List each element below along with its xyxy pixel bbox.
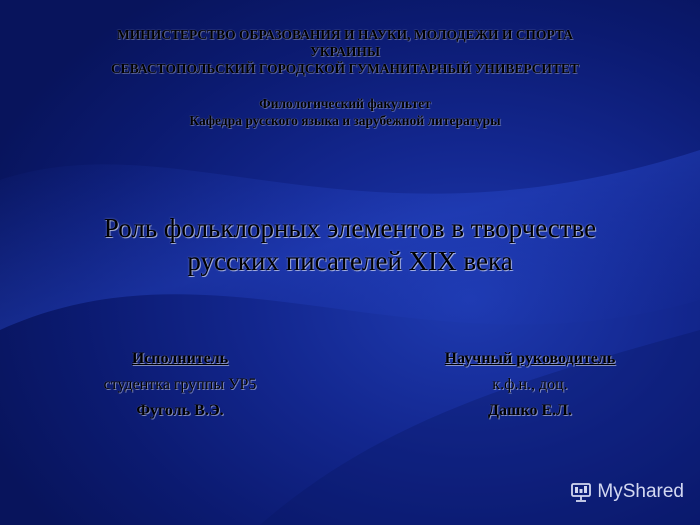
author-role: студентка группы УР5: [103, 376, 257, 393]
supervisor-name: Дашко Е.Л.: [487, 402, 573, 419]
site-watermark: [570, 481, 684, 503]
watermark-text: MyShared: [597, 481, 684, 502]
supervisor-degree: к.ф.н., доц.: [492, 376, 568, 393]
university-name: СЕВАСТОПОЛЬСКИЙ ГОРОДСКОЙ ГУМАНИТАРНЫЙ УНИВЕРСИТЕТ: [110, 61, 580, 76]
department-name: Кафедра русского языка и зарубежной литературы: [189, 113, 501, 128]
slide-title: [20, 212, 680, 278]
ministry-line-2: УКРАИНЫ: [309, 44, 381, 59]
author-block: [60, 346, 300, 424]
author-heading: Исполнитель: [131, 350, 229, 367]
header-spacer: [30, 77, 660, 95]
title-line-1: Роль фольклорных элементов в творчестве: [103, 213, 597, 243]
title-line-2: русских писателей XIX века: [187, 246, 513, 276]
faculty-name: Филологический факультет: [259, 96, 431, 111]
ministry-line-1: МИНИСТЕРСТВО ОБРАЗОВАНИЯ И НАУКИ, МОЛОДЕЖИ И СПОРТА: [116, 27, 574, 42]
author-name: Фуголь В.Э.: [136, 402, 224, 419]
presentation-board-icon: [570, 481, 592, 503]
supervisor-block: [400, 346, 660, 424]
supervisor-heading: Научный руководитель: [444, 350, 616, 367]
institution-header: [30, 26, 660, 129]
